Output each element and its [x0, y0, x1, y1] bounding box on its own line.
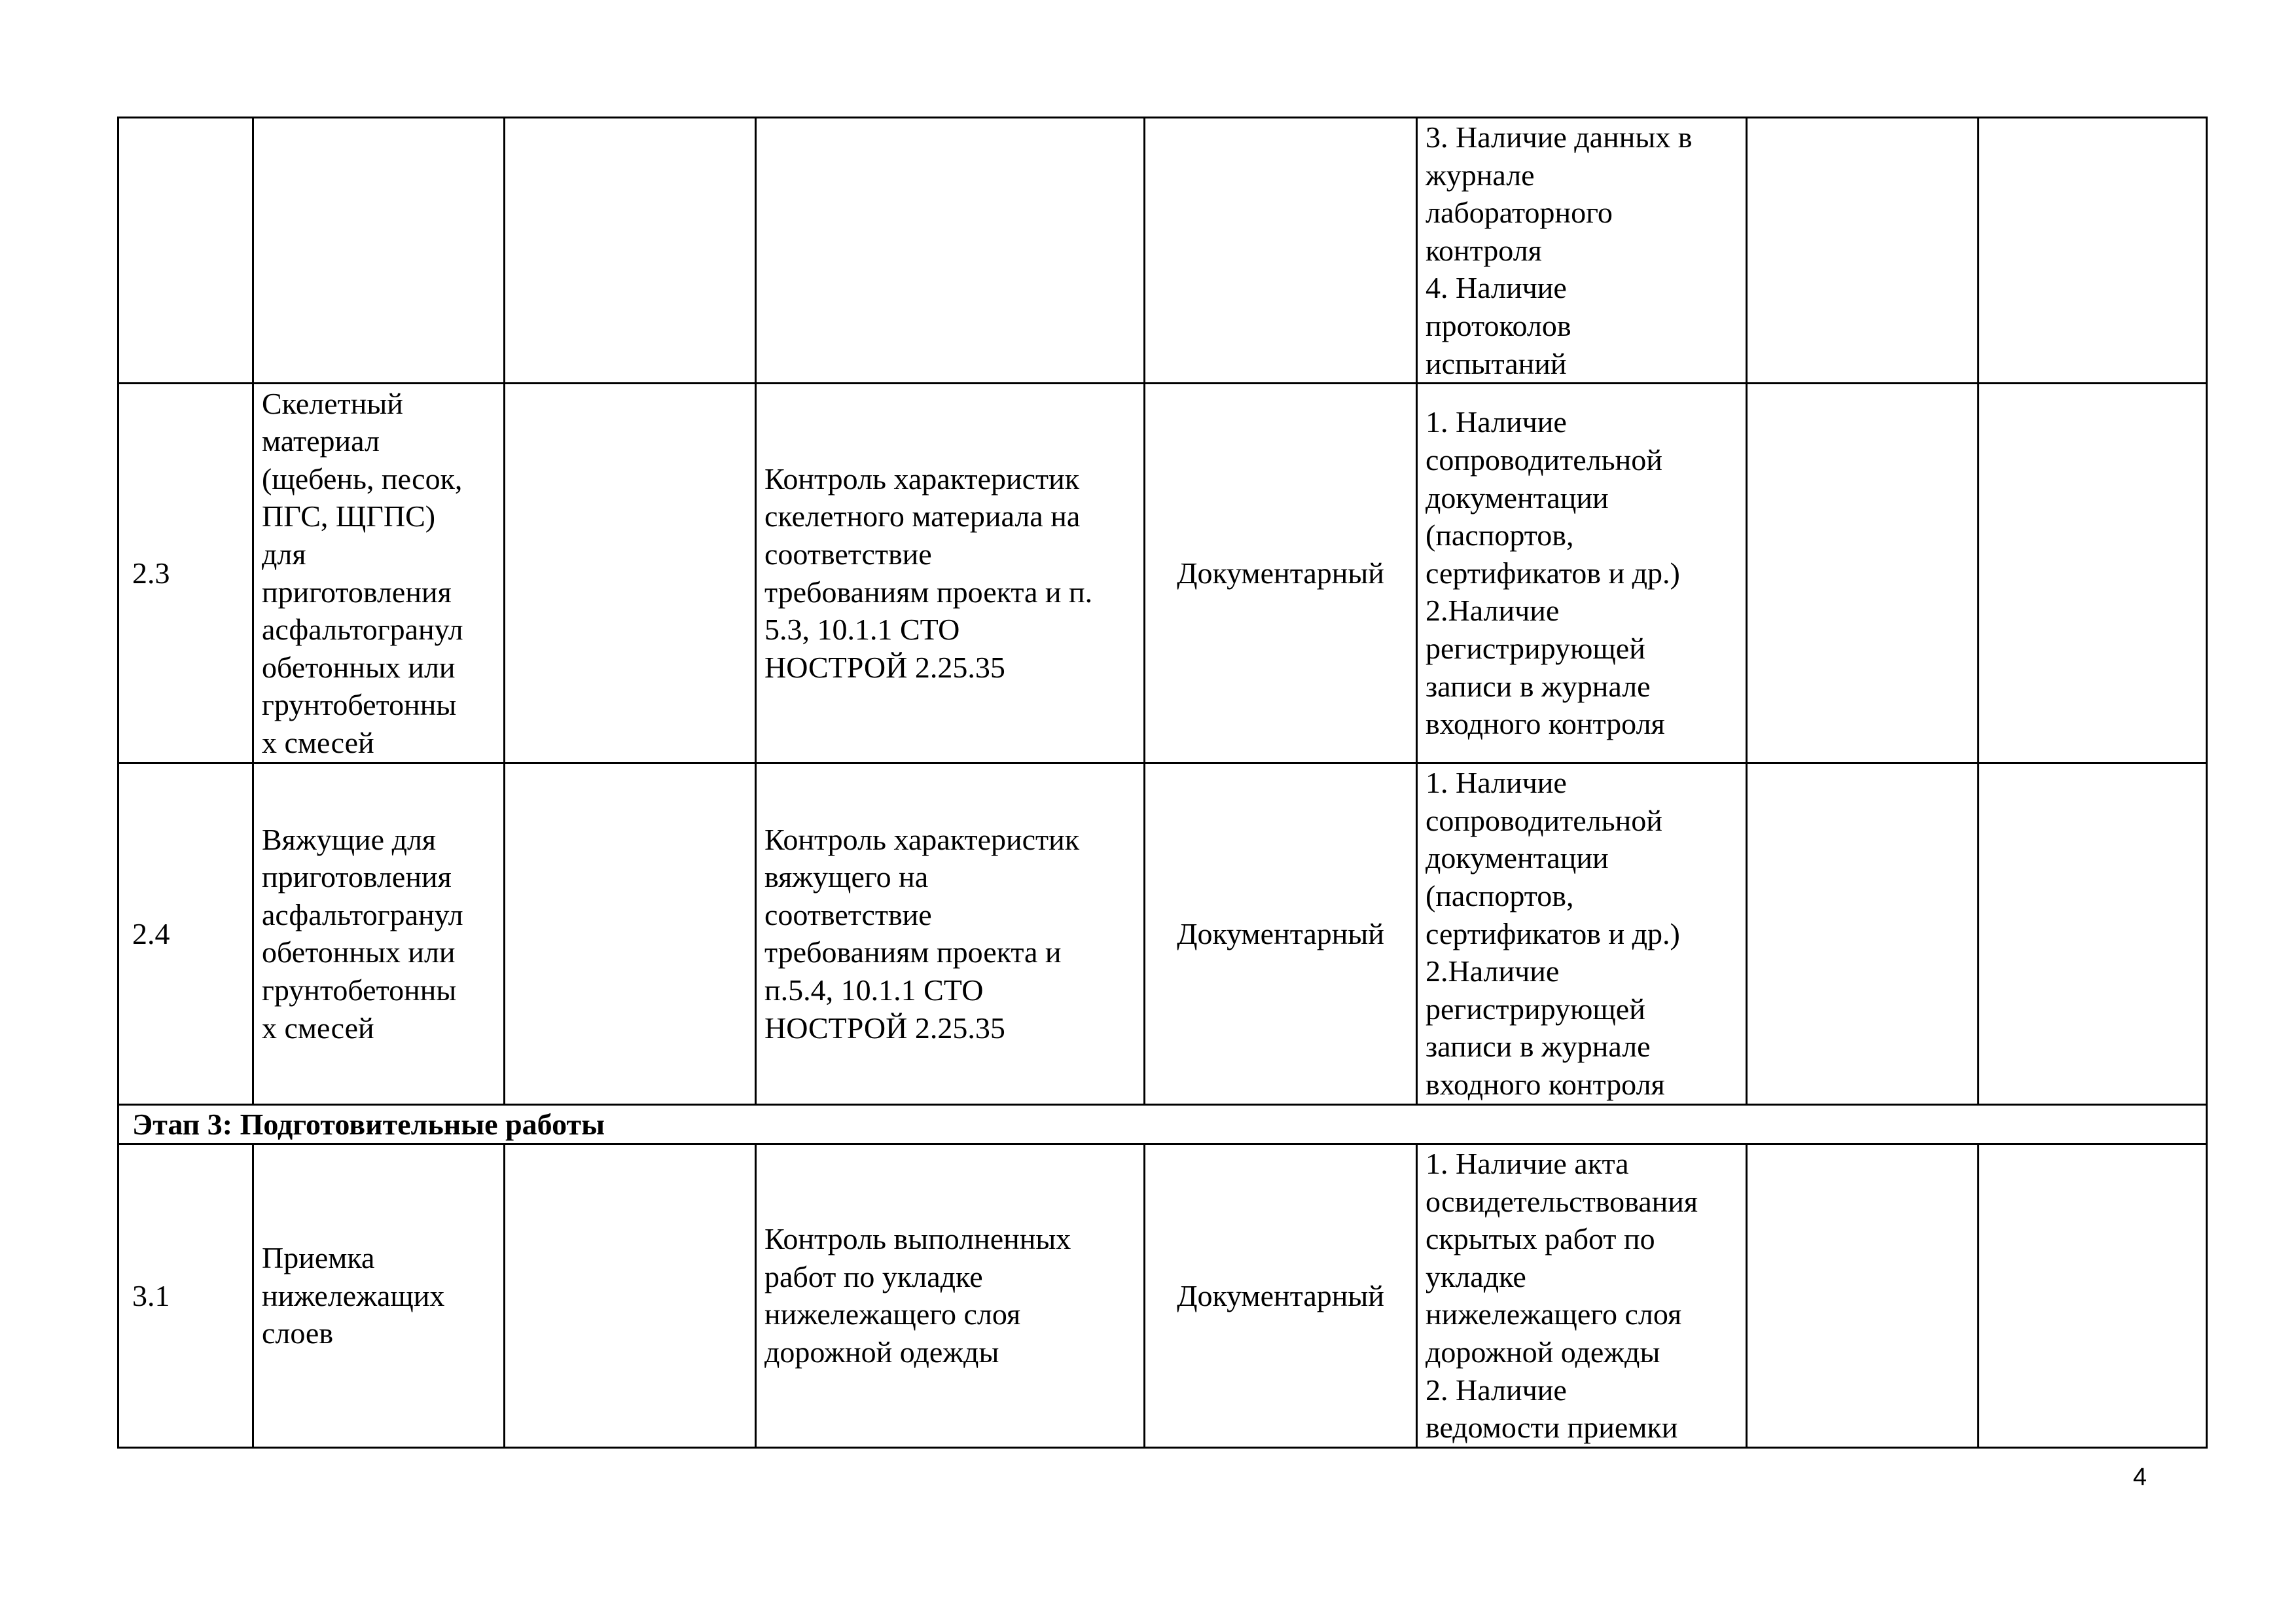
cell-object: [253, 118, 505, 384]
table-row: [118, 384, 2207, 763]
criteria-line: входного контроля: [1426, 1067, 1665, 1101]
criteria-line: сертификатов и др.): [1426, 916, 1680, 950]
object-line: Скелетный: [262, 386, 403, 420]
control-line: требованиям проекта и: [764, 935, 1062, 969]
object-line: Приемка: [262, 1241, 375, 1275]
stage-header-row: [118, 1104, 2207, 1144]
criteria-line: скрытых работ по: [1426, 1222, 1655, 1256]
cell-empty: [1747, 118, 1979, 384]
control-line: НОСТРОЙ 2.25.35: [764, 1011, 1005, 1045]
object-line: слоев: [262, 1316, 334, 1350]
cell-control: [756, 1144, 1145, 1448]
object-line: обетонных или: [262, 935, 456, 969]
object-line: материал: [262, 424, 380, 458]
object-line: приготовления: [262, 575, 452, 609]
criteria-line: документации: [1426, 480, 1609, 514]
cell-empty: [1747, 1144, 1979, 1448]
cell-empty: [505, 763, 756, 1104]
criteria-line: регистрирующей: [1426, 992, 1645, 1026]
object-line: обетонных или: [262, 650, 456, 684]
criteria-line: 1. Наличие акта: [1426, 1147, 1629, 1181]
criteria-line: лабораторного: [1426, 196, 1613, 230]
control-line: нижележащего слоя: [764, 1297, 1021, 1331]
cell-object: [253, 384, 505, 763]
criteria-line: журнале: [1426, 158, 1535, 192]
cell-number: 2.3: [118, 384, 253, 763]
control-line: вяжущего на: [764, 860, 929, 894]
object-line: Вяжущие для: [262, 822, 437, 856]
cell-empty: [1979, 1144, 2207, 1448]
cell-empty: [1979, 384, 2207, 763]
cell-empty: [505, 384, 756, 763]
control-line: 5.3, 10.1.1 СТО: [764, 613, 960, 647]
object-line: грунтобетонны: [262, 973, 457, 1007]
criteria-line: регистрирующей: [1426, 632, 1645, 666]
cell-method: Документарный: [1145, 1144, 1417, 1448]
control-line: работ по укладке: [764, 1259, 983, 1293]
object-line: х смесей: [262, 1011, 374, 1045]
object-line: приготовления: [262, 860, 452, 894]
criteria-line: нижележащего слоя: [1426, 1297, 1682, 1331]
criteria-line: документации: [1426, 841, 1609, 875]
cell-number: 3.1: [118, 1144, 253, 1448]
object-line: асфальтогранул: [262, 613, 463, 647]
criteria-line: (паспортов,: [1426, 518, 1574, 552]
control-line: НОСТРОЙ 2.25.35: [764, 650, 1005, 684]
object-line: асфальтогранул: [262, 897, 463, 931]
criteria-line: контроля: [1426, 233, 1542, 267]
criteria-line: (паспортов,: [1426, 878, 1574, 912]
cell-empty: [505, 1144, 756, 1448]
control-line: дорожной одежды: [764, 1335, 999, 1369]
cell-method: Документарный: [1145, 763, 1417, 1104]
control-line: соответствие: [764, 537, 932, 571]
cell-number: [118, 118, 253, 384]
criteria-line: входного контроля: [1426, 707, 1665, 741]
criteria-line: дорожной одежды: [1426, 1335, 1660, 1369]
criteria-line: 2. Наличие: [1426, 1373, 1567, 1407]
criteria-line: 1. Наличие: [1426, 766, 1567, 800]
criteria-line: ведомости приемки: [1426, 1411, 1678, 1445]
object-line: (щебень, песок,: [262, 461, 463, 496]
page-number: 4: [2132, 1464, 2147, 1491]
cell-control: [756, 384, 1145, 763]
cell-method: [1145, 118, 1417, 384]
criteria-line: сертификатов и др.): [1426, 556, 1680, 590]
cell-criteria: [1417, 763, 1747, 1104]
criteria-line: записи в журнале: [1426, 669, 1651, 703]
control-line: п.5.4, 10.1.1 СТО: [764, 973, 984, 1007]
cell-empty: [1747, 763, 1979, 1104]
cell-empty: [1979, 118, 2207, 384]
criteria-line: укладке: [1426, 1259, 1526, 1293]
cell-object: [253, 763, 505, 1104]
criteria-line: 4. Наличие: [1426, 271, 1567, 305]
object-line: ПГС, ЩГПС): [262, 499, 436, 533]
criteria-line: испытаний: [1426, 346, 1567, 380]
criteria-line: протоколов: [1426, 308, 1571, 342]
cell-empty: [505, 118, 756, 384]
criteria-line: сопроводительной: [1426, 443, 1662, 477]
cell-object: [253, 1144, 505, 1448]
criteria-line: сопроводительной: [1426, 803, 1662, 837]
cell-method: Документарный: [1145, 384, 1417, 763]
control-table: [117, 117, 2208, 1449]
control-line: требованиям проекта и п.: [764, 575, 1093, 609]
cell-control: [756, 763, 1145, 1104]
cell-criteria: [1417, 384, 1747, 763]
cell-empty: [1979, 763, 2207, 1104]
object-line: нижележащих: [262, 1278, 445, 1312]
criteria-line: 2.Наличие: [1426, 954, 1560, 988]
cell-criteria: [1417, 1144, 1747, 1448]
cell-empty: [1747, 384, 1979, 763]
object-line: для: [262, 537, 306, 571]
table-row: [118, 1144, 2207, 1448]
criteria-line: записи в журнале: [1426, 1030, 1651, 1064]
table-row: [118, 118, 2207, 384]
stage-title: Этап 3: Подготовительные работы: [118, 1104, 2207, 1144]
criteria-line: освидетельствования: [1426, 1184, 1698, 1218]
table-row: [118, 763, 2207, 1104]
object-line: х смесей: [262, 726, 374, 760]
control-line: Контроль характеристик: [764, 822, 1080, 856]
cell-number: 2.4: [118, 763, 253, 1104]
control-line: Контроль выполненных: [764, 1222, 1071, 1256]
cell-criteria: [1417, 118, 1747, 384]
criteria-line: 3. Наличие данных в: [1426, 120, 1693, 154]
criteria-line: 2.Наличие: [1426, 594, 1560, 628]
object-line: грунтобетонны: [262, 688, 457, 722]
control-line: Контроль характеристик: [764, 461, 1080, 496]
control-line: соответствие: [764, 897, 932, 931]
cell-control: [756, 118, 1145, 384]
criteria-line: 1. Наличие: [1426, 405, 1567, 439]
control-line: скелетного материала на: [764, 499, 1081, 533]
